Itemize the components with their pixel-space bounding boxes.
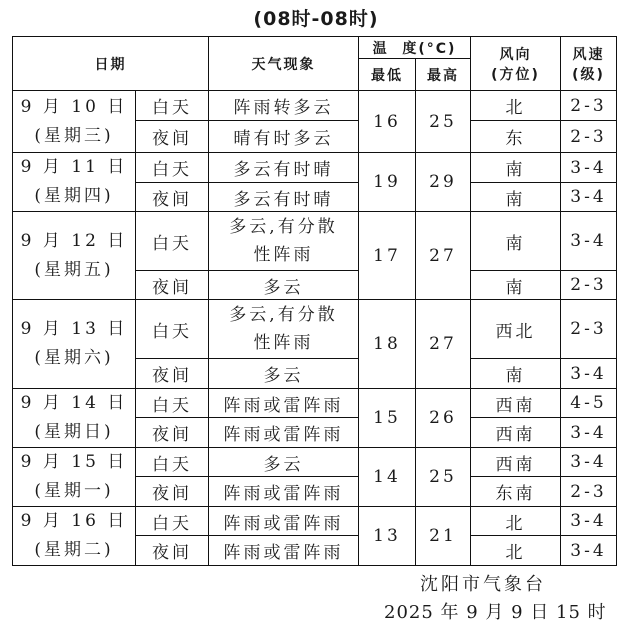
date-cell xyxy=(13,389,136,448)
period-label: 白天 xyxy=(136,212,209,271)
wind-speed: 3-4 xyxy=(561,448,617,477)
weather-cell: 阵雨或雷阵雨 xyxy=(209,418,359,448)
date: 9 月 14 日 xyxy=(20,393,128,413)
table-row xyxy=(13,91,617,121)
period-label: 夜间 xyxy=(136,359,209,389)
weekday: (星期五) xyxy=(34,259,114,280)
weather-cell: 多云,有分散性阵雨 xyxy=(209,300,359,359)
weekday: (星期日) xyxy=(34,422,114,442)
weather-cell: 阵雨或雷阵雨 xyxy=(209,536,359,566)
wind-speed: 2-3 xyxy=(561,300,617,359)
wind-speed: 2-3 xyxy=(561,271,617,300)
weather-cell: 多云,有分散性阵雨 xyxy=(209,212,359,271)
forecast-table xyxy=(12,36,617,566)
min-temp: 19 xyxy=(359,153,416,212)
wind-speed: 3-4 xyxy=(561,418,617,448)
weather-cell: 阵雨或雷阵雨 xyxy=(209,477,359,507)
weather-cell: 多云有时晴 xyxy=(209,183,359,212)
table-row xyxy=(13,300,617,359)
max-temp: 25 xyxy=(416,91,471,153)
header-wind-direction xyxy=(471,37,561,91)
date: 9 月 11 日 xyxy=(20,157,128,177)
period-label: 白天 xyxy=(136,448,209,477)
period-label: 白天 xyxy=(136,389,209,418)
wind-direction: 北 xyxy=(471,507,561,536)
weather-cell: 阵雨或雷阵雨 xyxy=(209,389,359,418)
period-label: 白天 xyxy=(136,300,209,359)
date: 9 月 13 日 xyxy=(20,319,128,339)
date-cell xyxy=(13,91,136,153)
wind-speed: 3-4 xyxy=(561,183,617,212)
max-temp: 27 xyxy=(416,212,471,300)
header-weather: 天气现象 xyxy=(209,37,359,91)
header-wind-direction-line2: (方位) xyxy=(491,66,540,83)
weather-cell: 多云 xyxy=(209,448,359,477)
table-row xyxy=(13,389,617,418)
forecast-body xyxy=(13,91,617,566)
period-label: 白天 xyxy=(136,91,209,121)
date-cell xyxy=(13,153,136,212)
wind-direction: 北 xyxy=(471,91,561,121)
period-label: 夜间 xyxy=(136,536,209,566)
wind-direction: 东 xyxy=(471,121,561,153)
wind-speed: 4-5 xyxy=(561,389,617,418)
wind-speed: 2-3 xyxy=(561,121,617,153)
wind-direction: 南 xyxy=(471,212,561,271)
wind-direction: 西南 xyxy=(471,448,561,477)
period-label: 夜间 xyxy=(136,418,209,448)
max-temp: 26 xyxy=(416,389,471,448)
wind-direction: 南 xyxy=(471,183,561,212)
wind-speed: 3-4 xyxy=(561,153,617,183)
wind-direction: 南 xyxy=(471,359,561,389)
min-temp: 17 xyxy=(359,212,416,300)
date: 9 月 10 日 xyxy=(20,96,128,117)
weekday: (星期一) xyxy=(34,481,114,501)
weekday: (星期六) xyxy=(34,348,114,368)
weather-cell: 晴有时多云 xyxy=(209,121,359,153)
date-cell xyxy=(13,507,136,566)
wind-speed: 3-4 xyxy=(561,507,617,536)
wind-direction: 南 xyxy=(471,153,561,183)
min-temp: 18 xyxy=(359,300,416,389)
weekday: (星期二) xyxy=(34,540,114,560)
max-temp: 25 xyxy=(416,448,471,507)
max-temp: 29 xyxy=(416,153,471,212)
weather-cell: 多云有时晴 xyxy=(209,153,359,183)
wind-direction: 西北 xyxy=(471,300,561,359)
header-max: 最高 xyxy=(416,59,471,91)
min-temp: 15 xyxy=(359,389,416,448)
wind-speed: 2-3 xyxy=(561,477,617,507)
wind-direction: 西南 xyxy=(471,389,561,418)
issued-at: 2025 年 9 月 9 日 15 时 xyxy=(384,602,607,623)
wind-speed: 3-4 xyxy=(561,212,617,271)
date-cell xyxy=(13,300,136,389)
time-range-subtitle: (08时-08时) xyxy=(253,8,379,30)
date: 9 月 16 日 xyxy=(20,511,128,531)
max-temp: 27 xyxy=(416,300,471,389)
wind-speed: 2-3 xyxy=(561,91,617,121)
weather-cell: 多云 xyxy=(209,271,359,300)
weather-cell: 阵雨或雷阵雨 xyxy=(209,507,359,536)
header-wind-speed xyxy=(561,37,617,91)
wind-direction: 南 xyxy=(471,271,561,300)
period-label: 夜间 xyxy=(136,477,209,507)
period-label: 白天 xyxy=(136,153,209,183)
max-temp: 21 xyxy=(416,507,471,566)
wind-speed: 3-4 xyxy=(561,359,617,389)
wind-speed: 3-4 xyxy=(561,536,617,566)
table-row xyxy=(13,448,617,477)
date: 9 月 15 日 xyxy=(20,452,128,472)
min-temp: 14 xyxy=(359,448,416,507)
table-row xyxy=(13,507,617,536)
period-label: 夜间 xyxy=(136,271,209,300)
wind-direction: 北 xyxy=(471,536,561,566)
header-temperature: 温 度(°C) xyxy=(359,37,471,59)
date-cell xyxy=(13,212,136,300)
period-label: 夜间 xyxy=(136,121,209,153)
wind-direction: 西南 xyxy=(471,418,561,448)
weather-cell: 阵雨转多云 xyxy=(209,91,359,121)
header-wind-speed-line1: 风速 xyxy=(572,46,605,63)
header-wind-speed-line2: (级) xyxy=(572,66,605,83)
table-row xyxy=(13,153,617,183)
weekday: (星期三) xyxy=(34,125,114,146)
header-wind-direction-line1: 风向 xyxy=(499,46,532,63)
issuer: 沈阳市气象台 xyxy=(420,574,546,595)
weather-cell: 多云 xyxy=(209,359,359,389)
wind-direction: 东南 xyxy=(471,477,561,507)
table-row xyxy=(13,212,617,271)
min-temp: 16 xyxy=(359,91,416,153)
period-label: 夜间 xyxy=(136,183,209,212)
weekday: (星期四) xyxy=(34,186,114,206)
header-min: 最低 xyxy=(359,59,416,91)
date: 9 月 12 日 xyxy=(20,230,128,251)
date-cell xyxy=(13,448,136,507)
period-label: 白天 xyxy=(136,507,209,536)
header-date: 日期 xyxy=(13,37,209,91)
min-temp: 13 xyxy=(359,507,416,566)
